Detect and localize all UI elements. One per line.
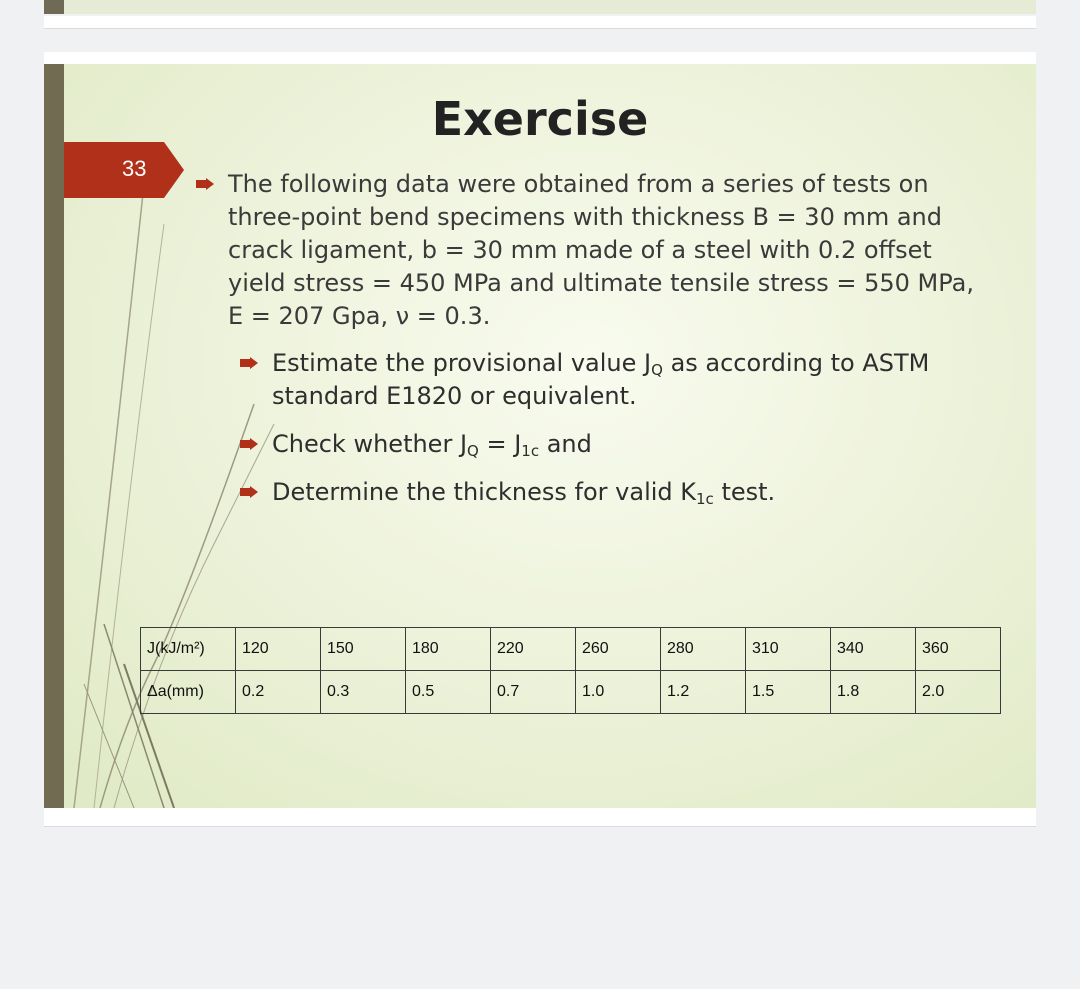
sub-bullet-text: test. <box>713 478 776 506</box>
table-cell: 0.2 <box>236 671 321 714</box>
sub-bullet-text: as according to ASTM standard E1820 or equivalent. <box>272 349 930 410</box>
sub-bullet-text: = J <box>478 430 522 458</box>
sub-bullet-text: and <box>539 430 592 458</box>
table-cell: 120 <box>236 628 321 671</box>
table-cell: 310 <box>746 628 831 671</box>
arrow-bullet-icon <box>240 486 258 498</box>
table-row-j <box>141 628 1001 671</box>
row-header-j: J(kJ/m²) <box>141 628 236 671</box>
subscript: 1c <box>696 490 714 508</box>
table-cell: 0.7 <box>491 671 576 714</box>
arrow-bullet-icon <box>240 438 258 450</box>
table-cell: 260 <box>576 628 661 671</box>
sub-bullet-check <box>272 428 992 461</box>
sub-bullet-text: Estimate the provisional value J <box>272 349 652 377</box>
previous-slide-edge <box>44 0 1036 14</box>
table-cell: 180 <box>406 628 491 671</box>
arrow-bullet-icon <box>240 357 258 369</box>
subscript: Q <box>651 361 663 379</box>
table-cell: 220 <box>491 628 576 671</box>
table-cell: 340 <box>831 628 916 671</box>
slide-separator <box>44 808 1036 827</box>
subscript: Q <box>467 442 479 460</box>
table-cell: 2.0 <box>916 671 1001 714</box>
slide-separator <box>44 52 1036 64</box>
sub-bullet-text: Check whether J <box>272 430 468 458</box>
slide-number-badge <box>64 142 184 198</box>
previous-slide-bar <box>44 0 64 14</box>
sub-bullet-determine <box>272 476 992 509</box>
table-cell: 1.8 <box>831 671 916 714</box>
table-cell: 1.0 <box>576 671 661 714</box>
sub-bullet-estimate <box>272 347 992 413</box>
sub-bullet-text: Determine the thickness for valid K <box>272 478 697 506</box>
table-cell: 360 <box>916 628 1001 671</box>
table-cell: 0.5 <box>406 671 491 714</box>
table-cell: 1.5 <box>746 671 831 714</box>
subscript: 1c <box>521 442 540 460</box>
table-cell: 1.2 <box>661 671 746 714</box>
slide-title: Exercise <box>431 92 649 146</box>
slide-separator <box>44 16 1036 29</box>
slide-number: 33 <box>122 156 147 181</box>
table-cell: 150 <box>321 628 406 671</box>
row-header-delta-a: Δa(mm) <box>141 671 236 714</box>
main-bullet-text: The following data were obtained from a series of tests on three-point bend specimens with thickness B = 30 mm and crack ligament, b = 30 mm made of a steel with 0.2 offset yield stress = 450 MPa and ultimate tensile stress = 550 MPa, E = 207 Gpa, ν = 0.3. <box>228 170 974 330</box>
arrow-bullet-icon <box>196 178 214 190</box>
table-row-delta-a <box>141 671 1001 714</box>
table-cell: 0.3 <box>321 671 406 714</box>
data-table <box>140 627 1001 714</box>
table-cell: 280 <box>661 628 746 671</box>
